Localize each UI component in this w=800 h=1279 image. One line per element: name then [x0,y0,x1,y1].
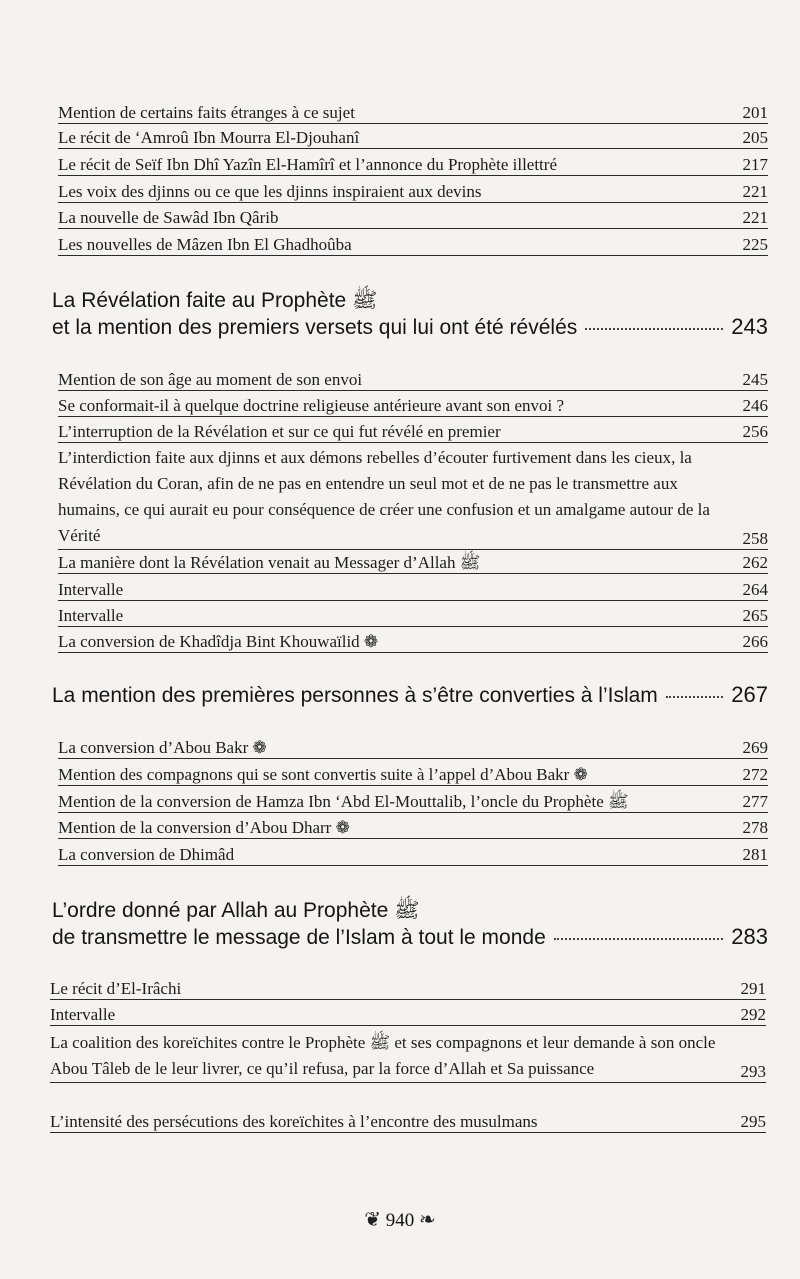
entry-page: 245 [742,370,768,389]
entry-page: 266 [742,632,768,651]
toc-entry [58,632,768,653]
entry-title: L’interruption de la Révélation et sur ce qui fut révélé en premier [58,422,501,441]
entry-page: 277 [742,792,768,811]
toc-entry [58,606,768,627]
toc-entry [58,155,768,176]
toc-entry [58,182,768,203]
toc-entry [58,235,768,256]
ornament-left-icon: ❦ [364,1209,381,1231]
entry-page: 272 [742,765,768,784]
entry-title: La nouvelle de Sawâd Ibn Qârib [58,208,279,227]
entry-title: L’intensité des persécutions des koreïchites à l’encontre des musulmans [50,1112,538,1131]
toc-entry [58,103,768,124]
entry-page: 264 [742,580,768,599]
heading-page: 243 [731,314,768,339]
heading-line: L’ordre donné par Allah au Prophète ﷺ [52,899,420,922]
entry-page: 291 [740,979,766,998]
entry-page: 258 [742,529,768,548]
section-heading [52,682,768,709]
heading-line [52,924,768,951]
entry-page: 221 [742,182,768,201]
toc-entry-multiline [50,1030,766,1083]
entry-title: Intervalle [58,606,124,625]
entry-page: 295 [740,1112,766,1131]
toc-entry [58,370,768,391]
entry-title: Se conformait-il à quelque doctrine religieuse antérieure avant son envoi ? [58,396,565,415]
toc-entry [58,396,768,417]
entry-title: Intervalle [50,1005,116,1024]
entry-title: Mention de la conversion d’Abou Dharr ❁ [58,818,350,837]
entry-title: Intervalle [58,580,124,599]
heading-line [52,314,768,341]
entry-page: 225 [742,235,768,254]
toc-entry [58,128,768,149]
page-footer [0,1207,800,1232]
leader-dots [666,696,723,698]
entry-title: Mention des compagnons qui se sont convertis suite à l’appel d’Abou Bakr ❁ [58,765,588,784]
entry-page: 292 [740,1005,766,1024]
entry-title: La conversion de Khadîdja Bint Khouwaïlid ❁ [58,632,379,651]
entry-title: Mention de son âge au moment de son envoi [58,370,363,389]
toc-entry [50,1112,766,1133]
entry-page: 262 [742,553,768,572]
leader-dots [554,938,724,940]
heading-line [52,682,768,709]
entry-title: Mention de la conversion de Hamza Ibn ‘Abd El-Mouttalib, l’oncle du Prophète ﷺ [58,792,629,811]
toc-entry [58,818,768,839]
entry-title: Le récit de Seïf Ibn Dhî Yazîn El-Hamîrî et l’annonce du Prophète illettré [58,155,557,174]
toc-entry [50,979,766,1000]
entry-title: Les voix des djinns ou ce que les djinns inspiraient aux devins [58,182,482,201]
entry-title: La manière dont la Révélation venait au Messager d’Allah ﷺ [58,553,481,572]
toc-entry [58,765,768,786]
heading-text: de transmettre le message de l’Islam à tout le monde [52,926,546,949]
entry-page: 269 [742,738,768,757]
toc-entry [58,553,768,574]
entry-page: 205 [742,128,768,147]
heading-text: La mention des premières personnes à s’être converties à l’Islam [52,684,658,707]
toc-entry [58,845,768,866]
entry-page: 256 [742,422,768,441]
toc-entry [58,738,768,759]
heading-text: et la mention des premiers versets qui lui ont été révélés [52,316,578,339]
entry-page: 281 [742,845,768,864]
entry-title: La conversion de Dhimâd [58,845,235,864]
entry-title: L’interdiction faite aux djinns et aux démons rebelles d’écouter furtivement dans les cieux, la Révélation du Coran, afin de ne pas en entendre un seul mot et de ne pas le transmettre aux humains, ce qui aurait eu pour conséquence de créer une confusion et un amalgame autour de la Vérité [58,448,710,545]
entry-page: 246 [742,396,768,415]
entry-title: La coalition des koreïchites contre le Prophète ﷺ et ses compagnons et leur demande à son oncle Abou Tâleb de le leur livrer, ce qu’il refusa, par la force d’Allah et Sa puissance [50,1033,716,1078]
section-heading [52,288,768,341]
entry-title: Mention de certains faits étranges à ce sujet [58,103,355,122]
toc-entry [58,792,768,813]
heading-page: 267 [731,682,768,707]
toc-entry [58,422,768,443]
heading-page: 283 [731,924,768,949]
toc-entry [50,1005,766,1026]
entry-page: 201 [742,103,768,122]
entry-title: Le récit de ‘Amroû Ibn Mourra El-Djouhanî [58,128,360,147]
toc-entry [58,580,768,601]
entry-page: 278 [742,818,768,837]
entry-page: 265 [742,606,768,625]
toc-entry-multiline [58,445,768,550]
entry-title: Le récit d’El-Irâchi [50,979,182,998]
entry-title: La conversion d’Abou Bakr ❁ [58,738,267,757]
entry-page: 217 [742,155,768,174]
heading-line: La Révélation faite au Prophète ﷺ [52,289,378,312]
toc-entry [58,208,768,229]
leader-dots [585,328,723,330]
section-heading [52,898,768,951]
entry-page: 221 [742,208,768,227]
ornament-right-icon: ❧ [419,1209,436,1231]
page-number: 940 [385,1210,415,1231]
entry-page: 293 [740,1062,766,1081]
entry-title: Les nouvelles de Mâzen Ibn El Ghadhoûba [58,235,352,254]
